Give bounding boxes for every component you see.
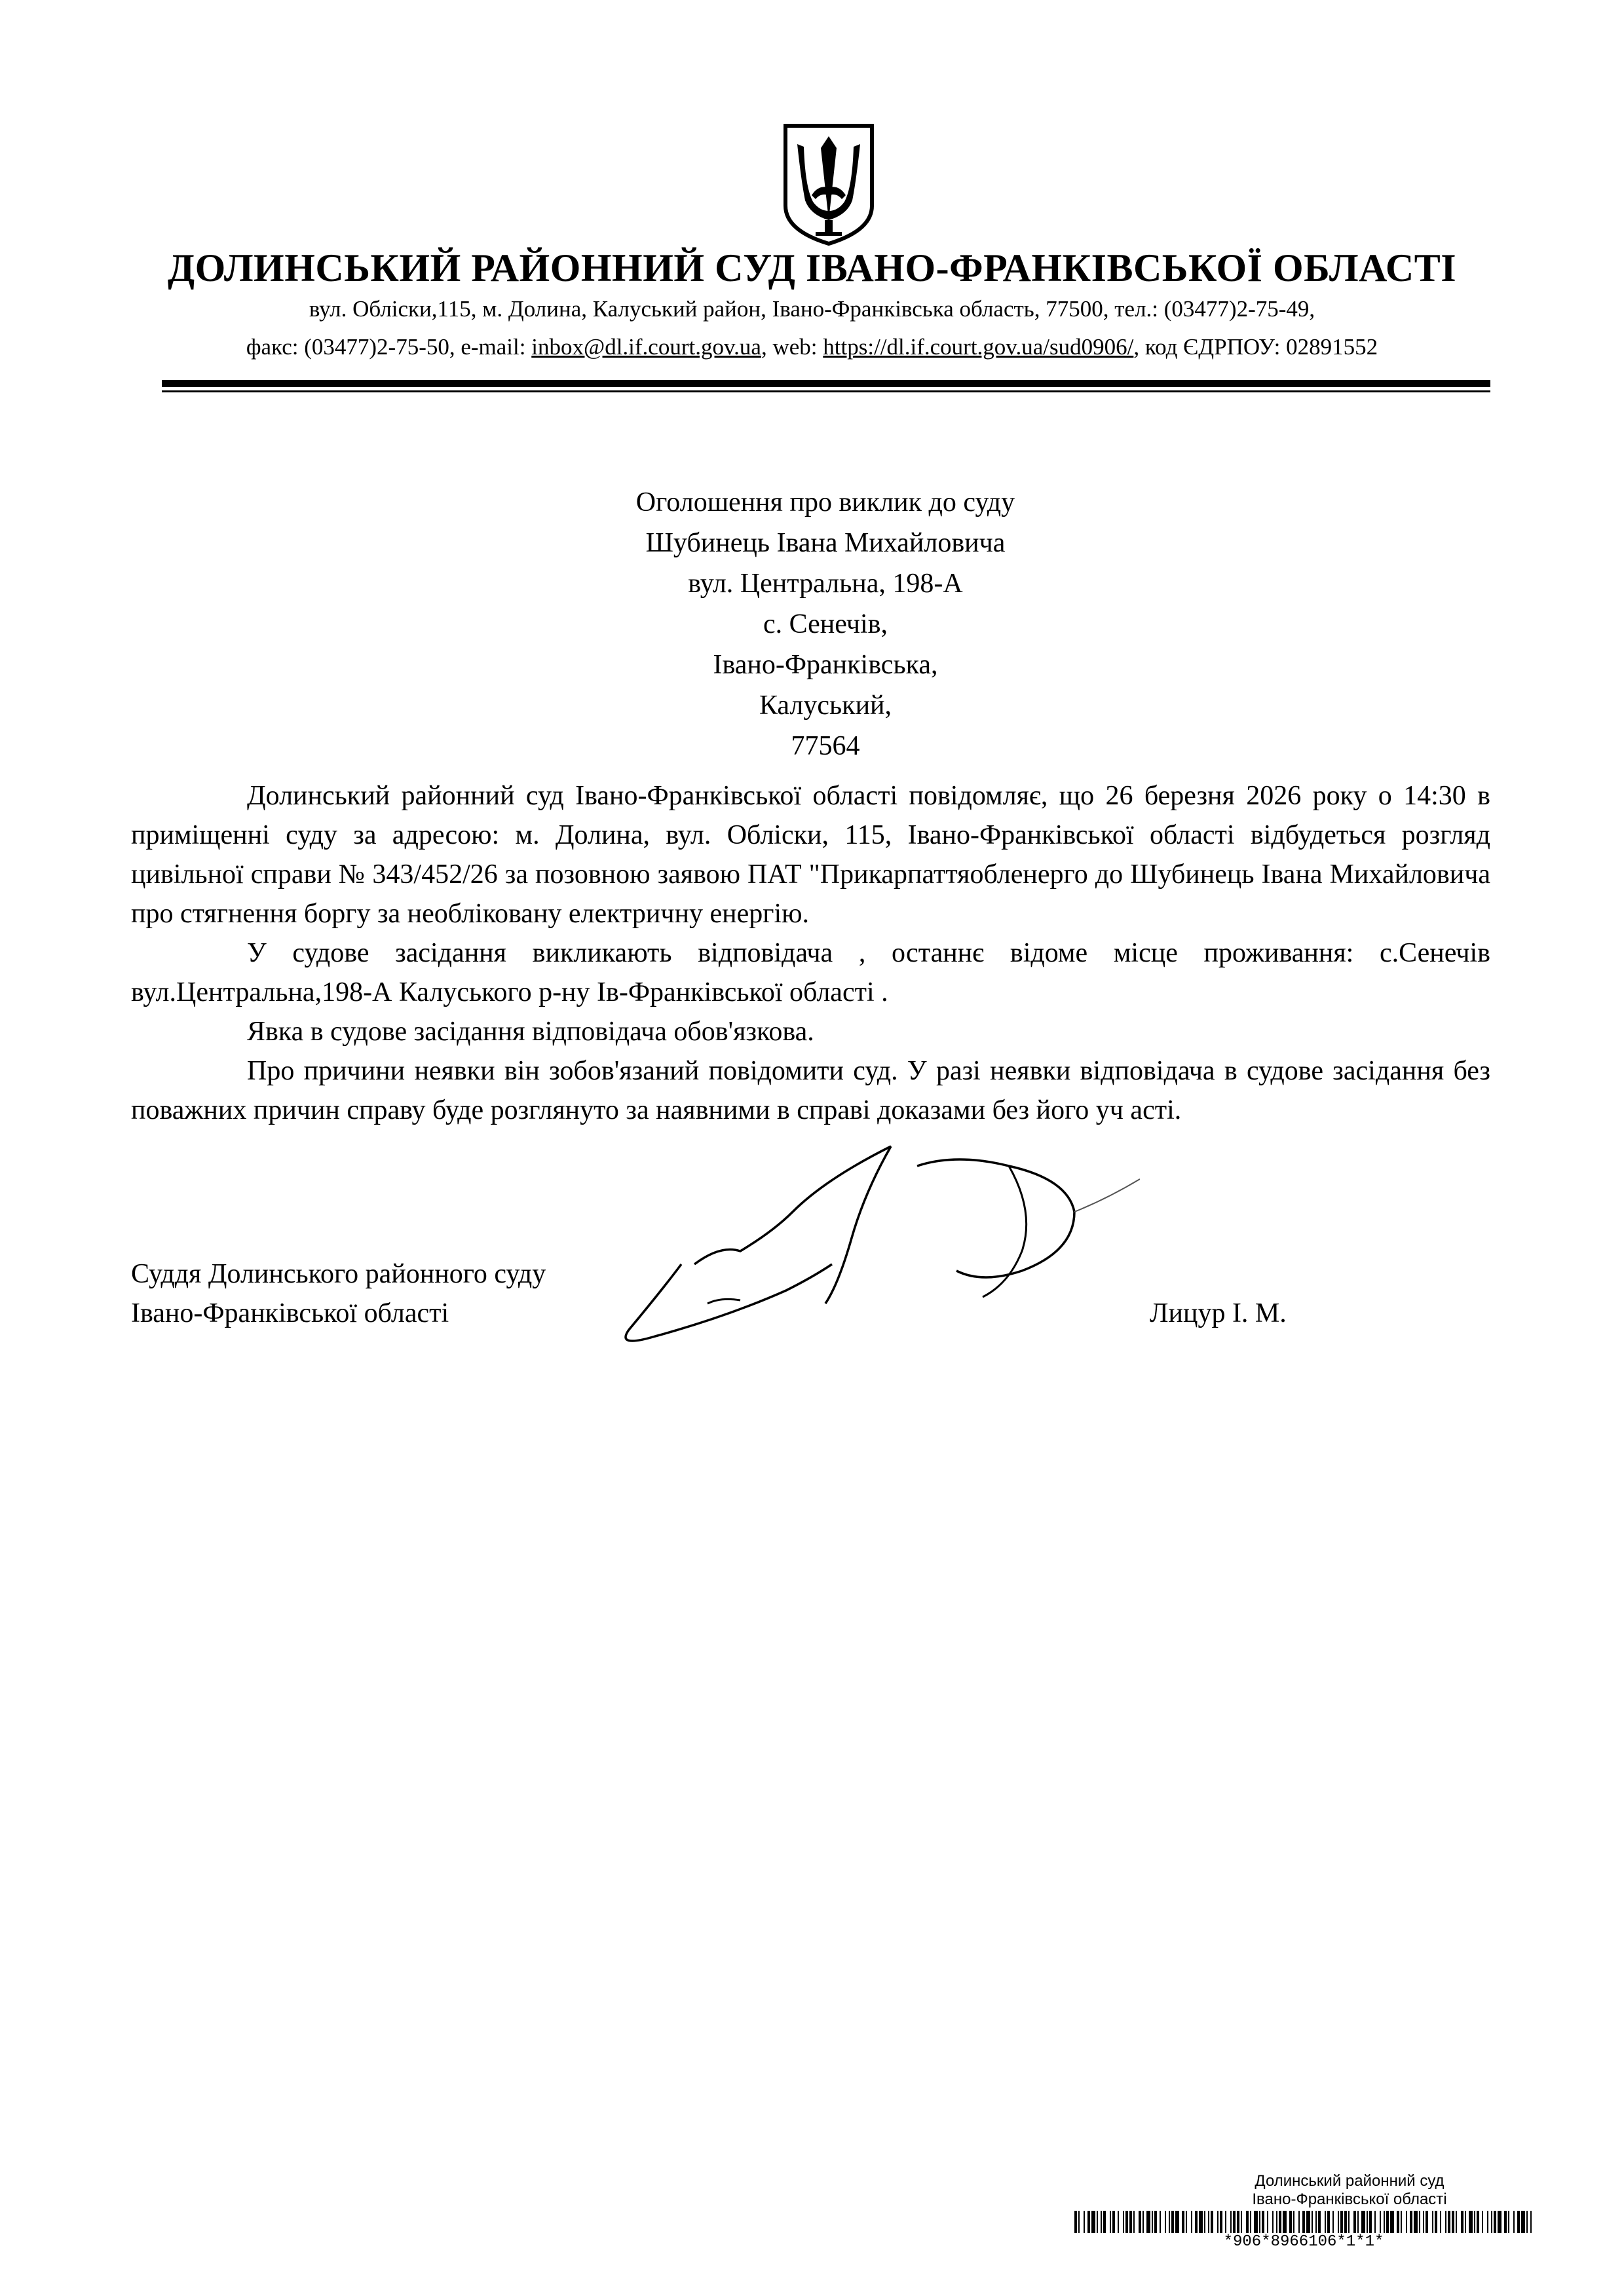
barcode-bar	[1302, 2211, 1305, 2233]
barcode-bar	[1276, 2211, 1277, 2233]
barcode-bar	[1091, 2211, 1095, 2233]
barcode-bar	[1267, 2211, 1268, 2233]
barcode-bar	[1432, 2211, 1433, 2233]
barcode-bar	[1530, 2211, 1532, 2233]
barcode-bar	[1508, 2211, 1509, 2233]
barcode-bar	[1327, 2211, 1330, 2233]
barcode-bar	[1097, 2211, 1098, 2233]
body-paragraph: Про причини неявки він зобов'язаний повідомити суд. У разі неявки відповідача в судове засідання без поважних причин справу буде розглянуто за наявними в справі доказами без його уч асті.	[131, 1056, 1490, 1125]
barcode-bar	[1312, 2211, 1313, 2233]
website-link[interactable]: https://dl.if.court.gov.ua/sud0906/	[823, 334, 1134, 360]
barcode-bar	[1110, 2211, 1111, 2233]
barcode-bar	[1332, 2211, 1334, 2233]
body-paragraph: Долинський районний суд Івано-Франківської області повідомляє, що 26 березня 2026 року о 14:30 в приміщенні суду за адресою: м. Долина, вул. Обліски, 115, Івано-Франківської області відбудеться розгляд цивільної справи № 343/452/26 за позовною заявою ПАТ "Прикарпаттяобленерго до Шубинець Івана Михайловича про стягнення боргу за необліковану електричну енергію.	[131, 781, 1490, 929]
barcode-bar	[1133, 2211, 1135, 2233]
handwritten-signature	[616, 1140, 1140, 1349]
barcode-bar	[1487, 2211, 1488, 2233]
barcode-bar	[1250, 2211, 1251, 2233]
barcode-bar	[1225, 2211, 1226, 2233]
barcode-bar	[1386, 2211, 1389, 2233]
barcode-bar	[1423, 2211, 1424, 2233]
barcode-bar	[1217, 2211, 1218, 2233]
court-contacts-line	[0, 334, 1624, 360]
barcode-bar	[1477, 2211, 1479, 2233]
recipient-village: с. Сенечів,	[763, 609, 888, 639]
barcode-bar	[1367, 2211, 1368, 2233]
barcode-bar	[1338, 2211, 1339, 2233]
barcode-bar	[1513, 2211, 1515, 2233]
edrpou-code: , код ЄДРПОУ: 02891552	[1133, 334, 1378, 360]
barcode-bar	[1397, 2211, 1399, 2233]
barcode-bar	[1084, 2211, 1085, 2233]
barcode-bar	[1435, 2211, 1437, 2233]
barcode-bar	[1325, 2211, 1326, 2233]
barcode-bar	[1074, 2211, 1077, 2233]
barcode-bar	[1353, 2211, 1356, 2233]
notice-title: Оголошення про виклик до суду	[635, 487, 1015, 517]
barcode-bar	[1406, 2211, 1407, 2233]
barcode-bar	[1175, 2211, 1179, 2233]
recipient-street: вул. Центральна, 198-А	[688, 569, 963, 599]
court-address-line: вул. Обліски,115, м. Долина, Калуський район, Івано-Франківська область, 77500, тел.: (03477)2-75-49,	[309, 296, 1315, 322]
header-divider-thin	[162, 390, 1490, 392]
barcode-bar	[1283, 2211, 1287, 2233]
barcode-bar	[1165, 2211, 1166, 2233]
recipient-district: Калуський,	[759, 690, 892, 721]
barcode-bar	[1233, 2211, 1236, 2233]
barcode-bar	[1369, 2211, 1372, 2233]
judge-title	[131, 1254, 546, 1333]
barcode-bar	[1419, 2211, 1420, 2233]
barcode-bar	[1357, 2211, 1359, 2233]
recipient-address-block	[563, 482, 1087, 766]
barcode-bar	[1101, 2211, 1102, 2233]
barcode-bar	[1445, 2211, 1446, 2233]
barcode-bar	[1186, 2211, 1187, 2233]
barcode-bar	[1456, 2211, 1457, 2233]
barcode-bar	[1318, 2211, 1321, 2233]
header-divider-thick	[162, 380, 1490, 387]
barcode-bar	[1246, 2211, 1249, 2233]
judge-name: Лицур І. М.	[1150, 1298, 1287, 1328]
barcode-bar	[1259, 2211, 1260, 2233]
recipient-region: Івано-Франківська,	[713, 650, 938, 680]
barcode-bar	[1103, 2211, 1106, 2233]
barcode-bar	[1440, 2211, 1441, 2233]
barcode-bar	[1171, 2211, 1174, 2233]
recipient-name: Шубинець Івана Михайловича	[645, 528, 1006, 558]
barcode-bar	[1087, 2211, 1090, 2233]
barcode-bar	[1390, 2211, 1394, 2233]
stamp-line: Долинський районний суд	[1255, 2172, 1445, 2190]
barcode-bar	[1078, 2211, 1080, 2233]
recipient-postcode: 77564	[791, 731, 860, 761]
body-paragraph: Явка в судове засідання відповідача обов'язкова.	[247, 1017, 814, 1047]
barcode-bar	[1169, 2211, 1170, 2233]
barcode-bar	[1182, 2211, 1184, 2233]
barcode-bar	[1146, 2211, 1150, 2233]
barcode-bar	[1504, 2211, 1507, 2233]
barcode-bar	[1426, 2211, 1428, 2233]
barcode-bar	[1474, 2211, 1475, 2233]
barcode-bar	[1129, 2211, 1132, 2233]
barcode-bar	[1340, 2211, 1343, 2233]
court-stamp	[1186, 2172, 1513, 2209]
barcode-bar	[1139, 2211, 1141, 2233]
barcode-bar	[1380, 2211, 1381, 2233]
ukraine-trident-icon	[782, 122, 876, 246]
barcode	[1074, 2211, 1533, 2233]
barcode-bar	[1220, 2211, 1222, 2233]
barcode-bar	[1315, 2211, 1317, 2233]
barcode-bar	[1448, 2211, 1450, 2233]
barcode-bar	[1494, 2211, 1496, 2233]
barcode-bar	[1112, 2211, 1115, 2233]
barcode-bar	[1154, 2211, 1157, 2233]
barcode-bar	[1517, 2211, 1520, 2233]
barcode-bar	[1208, 2211, 1209, 2233]
web-label: , web:	[761, 334, 823, 360]
barcode-bar	[1461, 2211, 1463, 2233]
barcode-bar	[1521, 2211, 1525, 2233]
barcode-bar	[1160, 2211, 1161, 2233]
barcode-bar	[1374, 2211, 1376, 2233]
barcode-bar	[1491, 2211, 1492, 2233]
barcode-bar	[1293, 2211, 1294, 2233]
barcode-bar	[1526, 2211, 1528, 2233]
barcode-bar	[1195, 2211, 1198, 2233]
barcode-bar	[1142, 2211, 1144, 2233]
barcode-bar	[1465, 2211, 1466, 2233]
barcode-bar	[1361, 2211, 1365, 2233]
barcode-bar	[1254, 2211, 1258, 2233]
barcode-bar	[1344, 2211, 1347, 2233]
barcode-bar	[1414, 2211, 1418, 2233]
barcode-bar	[1348, 2211, 1350, 2233]
fax-text: факс: (03477)2-75-50, e-mail:	[246, 334, 532, 360]
barcode-bar	[1306, 2211, 1310, 2233]
barcode-bar	[1498, 2211, 1501, 2233]
email-link[interactable]: inbox@dl.if.court.gov.ua	[531, 334, 761, 360]
barcode-bar	[1191, 2211, 1192, 2233]
barcode-bar	[1237, 2211, 1239, 2233]
barcode-bar	[1401, 2211, 1402, 2233]
barcode-bar	[1298, 2211, 1300, 2233]
barcode-bar	[1289, 2211, 1292, 2233]
barcode-bar	[1410, 2211, 1412, 2233]
barcode-bar	[1152, 2211, 1153, 2233]
stamp-line: Івано-Франківської області	[1252, 2190, 1447, 2208]
barcode-bar	[1482, 2211, 1483, 2233]
barcode-bar	[1262, 2211, 1264, 2233]
barcode-bar	[1204, 2211, 1205, 2233]
barcode-bar	[1211, 2211, 1213, 2233]
barcode-bar	[1125, 2211, 1128, 2233]
barcode-bar	[1118, 2211, 1119, 2233]
barcode-bar	[1230, 2211, 1232, 2233]
barcode-bar	[1199, 2211, 1203, 2233]
notice-body	[131, 776, 1490, 1130]
barcode-bar	[1279, 2211, 1281, 2233]
barcode-bar	[1123, 2211, 1124, 2233]
barcode-bar	[1469, 2211, 1473, 2233]
body-paragraph: У судове засідання викликають відповідача , останнє відоме місце проживання: с.Сенечів вул.Центральна,198-А Калуського р-ну Ів-Франківської області .	[131, 938, 1490, 1007]
barcode-bar	[1384, 2211, 1385, 2233]
barcode-bar	[1241, 2211, 1242, 2233]
barcode-bar	[1272, 2211, 1274, 2233]
barcode-bar	[1452, 2211, 1454, 2233]
judge-title-line: Суддя Долинського районного суду	[131, 1259, 546, 1289]
court-name: ДОЛИНСЬКИЙ РАЙОННИЙ СУД ІВАНО-ФРАНКІВСЬКОЇ ОБЛАСТІ	[167, 246, 1457, 290]
barcode-number: *906*8966106*1*1*	[1223, 2233, 1384, 2251]
judge-title-line: Івано-Франківської області	[131, 1298, 449, 1328]
